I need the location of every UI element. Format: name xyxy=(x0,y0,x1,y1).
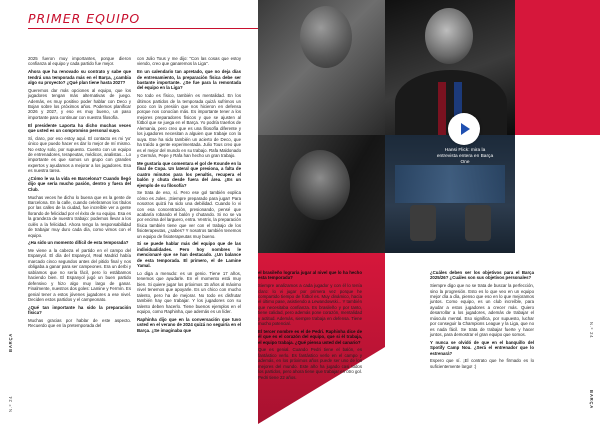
coach-head-3 xyxy=(290,150,350,220)
interview-answer: Queremos dar más opciones al equipo, que los jugadores tengan más alternativas de juego. Además, es muy positivo poder hablar con Deco y Bojan sobre los próximos años. Podemos planificar 2026 y 2027, y eso es muy bueno, un paso importante para continuar con nuestra filosofía. xyxy=(28,87,131,120)
interview-answer: Que es genial. Cuando Pedri tiene el balón, es fantástico verlo. Es fantástico verlo en el campo y además, en los próximos años puede ser uno de los mejores del mundo. Este año ha jugado casi todos los partidos, pero ahora tiene que trabajar en otro gol. Pedri tiene 22 años. xyxy=(258,347,362,380)
interview-answer: No todo es físico, también es mentalidad. En los últimos partidos de la temporada quizá sufrimos un poco con la presión que nos hicieron en defensa porque nos conocían más. Es importante tener a los mejores preparadores físicos y que se ajusten al fútbol que se juega en el Barça. Yo podría traerlos de Alemania, pero creo que es una filosofía diferente y los jugadores necesitan a alguien que trabaje con la suya. Ese ha sido también un acierto de Deco, que ha traído a gente experimentada. Julio Tous creo que es el mejor del mundo en su trabajo. Rafa Maldonado y Germán, Pepe y Rafa han hecho un gran trabajo. xyxy=(137,93,241,159)
interview-answer: Lo diga a menudo: es un genio. Tiene 17 años, tenemos que ayudarle. En el momento está muy bien. Si quiere jugar los próximos 15 años al máximo nivel tenemos que apoyarle. Es un chico con mucho talento, pero ha de mejorar. No todo es disfrutar también hay que trabajar. Y los jugadores con su talento deben hacerlo. Tiene buenos ejemplos en el equipo, como Raphinha, que además es un líder. xyxy=(137,270,241,315)
studio-chair-right xyxy=(465,205,491,241)
interview-question: ¿Qué tan importante ha sido la preparación física? xyxy=(28,304,131,316)
interview-question: ¿Cuáles deben ser los objetivos para el Barça 2025/26? ¿Cuáles son sus objetivos personales? xyxy=(430,270,534,281)
interview-question: El presidente Laporta ha dicho muchas veces que usted es un compromiso personal suyo. xyxy=(28,122,131,133)
interview-question: Me gustaría que comentara el gol de Kounde en la final de Copa. Un lateral que presiona, a falta de cuatro minutos para los penaltis, recupera el balón y chuta desde fuera del área. ¿Es un ejemplo de su filosofía? xyxy=(137,160,241,188)
coach-head-1 xyxy=(300,6,352,68)
interview-question: En un calendario tan apretado, que no deja días de entrenamiento, la preparación física debe ser bastante importante. ¿Se fue para la remontada del equipo en la Liga? xyxy=(137,69,241,91)
right-page-number: N.º 24 xyxy=(589,322,594,339)
interview-question: El tercer nombre es el de Pedri. Raphinha dice de él que es el corazón del equipo, que si él trabaja, el equipo trabaja. ¿Qué piensa usted del canario? xyxy=(258,328,362,345)
interview-answer: Sí, claro, por eso estoy aquí. El contacto es mi 'yo' único que puedo hacer es dar lo mejor de mí mismo. No estoy solo, por supuesto. Cuento con un equipo de entrenadores, terapeutas, médicos, analistas... Lo importante es que somos un grupo con grandes expertos y ayudamos a mejorar a los jugadores. Esa es nuestra tarea. xyxy=(28,135,131,174)
right-brand: BARÇA xyxy=(589,390,594,410)
video-caption: Hansi Flick: mira la entrevista entera en Barça One xyxy=(436,148,494,165)
coach-head-2 xyxy=(425,8,473,64)
jacket-stripe-red xyxy=(438,82,446,135)
article-column-2 xyxy=(137,56,241,418)
interview-question: el brasileño lograría jugar al nivel que lo ha hecho esta temporada? xyxy=(258,270,362,281)
interview-answer: Muchas veces he dicho lo buena que es la gente de Barcelona. En la calle, cuando celebramos los títulos por las calles de la ciudad, fue increíble ver a gente llorando de felicidad por el éxito de su equipo. Esa es la grandeza de nuestro trabajo: podemos llevar a los culés a la felicidad. Ahora tengo la responsabilidad de trabajar muy duro cada día, como vimos con el equipo. xyxy=(28,194,131,238)
article-column-4 xyxy=(430,270,534,420)
studio-screen xyxy=(395,165,505,203)
section-title: PRIMER EQUIPO xyxy=(28,11,141,26)
interview-question: ¿Cómo le va la vida en Barcelona? Cuando llegó dijo que sería mucho pasión, dentro y fuera del Club. xyxy=(28,176,131,192)
interview-answer: Muchas gracias por hablar de este aspecto. Recuerdo que en la pretemporada del xyxy=(28,317,131,329)
interview-answer: 2025 fueron muy importantes, porque dieron confianza al equipo y cada partido fue mejor. xyxy=(28,56,131,67)
interview-answer: Espero que sí. ¡El contrato que he firmado es lo suficientemente largo! :) xyxy=(430,358,534,369)
interview-answer: Siempre analizamos a cada jugador y con él lo tenía claro: lo vi jugar por primera vez porque he compartido tiempo de fútbol es. Muy dinámico, hacía el último pase, asistiendo a Lewandowski... Y también que necesitaba confianza. Es brasileño y por tanto, tiene calidad, pero además pone corazón, mentalidad y actitud. Además, siempre trabaja en defensa. Tiene mucho potencial. xyxy=(258,283,362,327)
interview-answer: con Julio Tous y me dijo: "Con las cosas que estoy viendo, creo que ganaremos la Liga". xyxy=(137,56,241,67)
interview-answer: Me viene a la cabeza el partido en el campo del Espanyol. El día del Espanyol, Real Madrid había marcado cinco segundos antes del pitido final y nos obligaba a ganar para ser campeones. Era un derbi y sabíamos que no sería fácil, pero lo estábamos haciendo bien. El Espanyol jugó un buen partido defensivo y hizo algo muy largo de ganar. Finalmente, nuestros dos goles: Lamine y Fermín. Es genial tener a estos jóvenes jugadores a ese nivel. Deciden estos partidos y el campeonato. xyxy=(28,248,131,303)
interview-answer: Siempre digo que no se trata de buscar la perfección, sino la progresión. Esto es lo que veo en un equipo mejor día a día, pienso que eso en lo que mejoramos juntos. Como equipo, es un club increíble, para ayudar a estos jugadores a crecer más. Quiero desarrollar a los jugadores, además de trabajar el músculo mental. Eso significa, por supuesto, luchar por conseguir la Champions League y la Liga, que no es nada fácil. Se trata de trabajar fuerte y hacer juntos, para demostrar el gran equipo que somos. xyxy=(430,283,534,338)
interview-question: Raphinha dijo que en la conversación que tuvo usted en el verano de 2024 quizá no seguiría en el Barça. ¿Se imaginaba que xyxy=(137,316,241,333)
interview-question: Y nunca se olvidó de que en el banquillo del Spotify Camp Nou. ¿Será el entrenador que lo estrenará? xyxy=(430,339,534,356)
left-margin xyxy=(0,0,22,424)
studio-chair-left xyxy=(410,205,436,241)
interview-question: ¿Ha sido un momento difícil de esta temporada? xyxy=(28,240,129,246)
article-column-3 xyxy=(258,270,362,420)
interview-question: Ahora que ha renovado su contrato y sabe que tendrá una temporada más en el Barça, ¿cambia algo su proyecto? ¿Qué plan tiene hasta 2027? xyxy=(28,69,131,85)
article-column-1 xyxy=(28,56,131,418)
red-color-block xyxy=(515,0,600,135)
left-page-number: N.º 24 xyxy=(8,395,13,412)
play-icon xyxy=(461,123,470,135)
play-video-button[interactable] xyxy=(448,113,480,145)
left-brand: BARÇA xyxy=(8,332,13,352)
interview-answer: Se trata de eso, sí. Pero ese gol también explica cómo es Jules. ¡Siempre preparado para jugar! Para nosotros quizá ha sido una debilidad. Cuando lo vi con esa concentración, presionando, pensé que acabaría robando el balón y chutando. Si no se va por encima del larguero, entra. Ventrix, la preparación física también tiene que ver con el trabajo de los fisioterapeutas, ¿sabes? Y nosotros también tenemos un equipo de fisioterapeutas muy bueno. xyxy=(137,190,241,239)
interview-question: Si se puede hablar más del equipo que de las individualidades. Pero hoy nombres le mencionaré que se han destacado. ¿Un balance de esta temporada. El primero, el de Lamine Yamal. xyxy=(137,241,241,269)
